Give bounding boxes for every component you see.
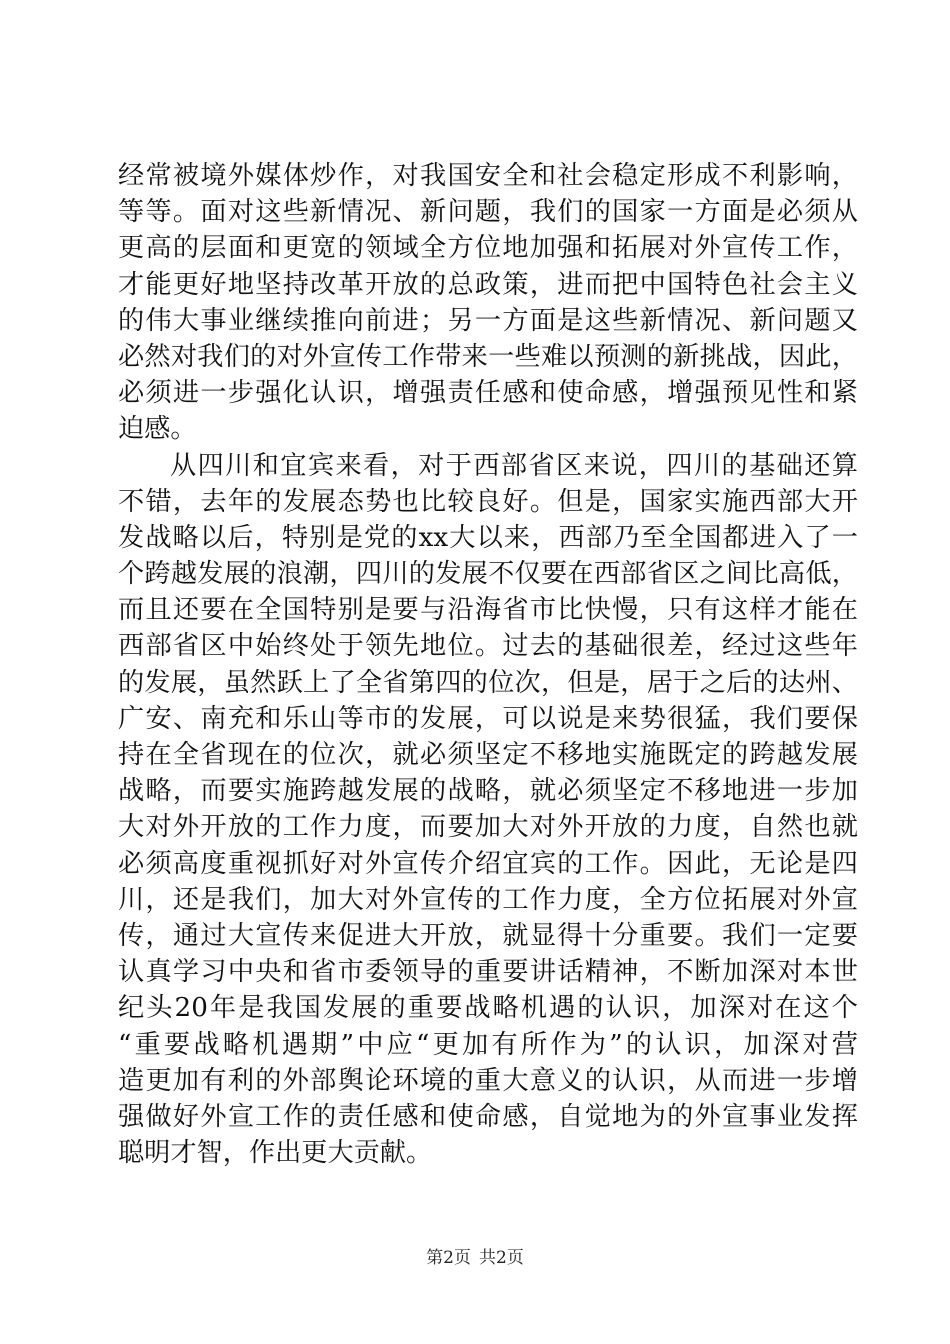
page-total: 共2页 bbox=[479, 1248, 524, 1268]
paragraph-line: 迫感。 bbox=[118, 414, 197, 445]
paragraph-line: 强做好外宣工作的责任感和使命感，自觉地为的外宣事业发挥 bbox=[118, 1101, 858, 1132]
paragraph-line: 聪明才智，作出更大贡献。 bbox=[118, 1138, 433, 1169]
paragraph-line: 川，还是我们，加大对外宣传的工作力度，全方位拓展对外宣 bbox=[118, 884, 858, 915]
paragraph-line: 必须进一步强化认识，增强责任感和使命感，增强预见性和紧 bbox=[118, 378, 858, 409]
paragraph-line: 不错，去年的发展态势也比较良好。但是，国家实施西部大开 bbox=[118, 486, 858, 517]
paragraph-line: 必然对我们的对外宣传工作带来一些难以预测的新挑战，因此， bbox=[118, 341, 858, 372]
paragraph-line: 战略，而要实施跨越发展的战略，就必须坚定不移地进一步加 bbox=[118, 776, 858, 807]
paragraph-line: 的发展，虽然跃上了全省第四的位次，但是，居于之后的达州、 bbox=[118, 667, 858, 698]
paragraph bbox=[118, 158, 858, 448]
paragraph-line: 必须高度重视抓好对外宣传介绍宜宾的工作。因此，无论是四 bbox=[118, 848, 858, 879]
document-body bbox=[118, 158, 858, 1171]
paragraph-line: 个跨越发展的浪潮，四川的发展不仅要在西部省区之间比高低， bbox=[118, 559, 858, 590]
page-footer bbox=[0, 1246, 950, 1270]
paragraph-line: 纪头20年是我国发展的重要战略机遇的认识，加深对在这个 bbox=[118, 993, 858, 1024]
paragraph-line: 广安、南充和乐山等市的发展，可以说是来势很猛，我们要保 bbox=[118, 703, 858, 734]
paragraph-line: 等等。面对这些新情况、新问题，我们的国家一方面是必须从 bbox=[118, 197, 858, 228]
paragraph-line: 更高的层面和更宽的领域全方位地加强和拓展对外宣传工作， bbox=[118, 233, 858, 264]
paragraph-line: 西部省区中始终处于领先地位。过去的基础很差，经过这些年 bbox=[118, 631, 858, 662]
paragraph-line: 的伟大事业继续推向前进；另一方面是这些新情况、新问题又 bbox=[118, 305, 858, 336]
paragraph-line: 大对外开放的工作力度，而要加大对外开放的力度，自然也就 bbox=[118, 812, 858, 843]
page-number: 第2页 bbox=[426, 1248, 471, 1268]
paragraph-line: 持在全省现在的位次，就必须坚定不移地实施既定的跨越发展 bbox=[118, 740, 858, 770]
paragraph-line: 认真学习中央和省市委领导的重要讲话精神，不断加深对本世 bbox=[118, 957, 858, 988]
paragraph-line: 而且还要在全国特别是要与沿海省市比快慢，只有这样才能在 bbox=[118, 595, 858, 626]
paragraph-line: 传，通过大宣传来促进大开放，就显得十分重要。我们一定要 bbox=[118, 920, 858, 951]
paragraph bbox=[118, 448, 858, 1172]
paragraph-line: 造更加有利的外部舆论环境的重大意义的认识，从而进一步增 bbox=[118, 1065, 858, 1096]
paragraph-line: 发战略以后，特别是党的xx大以来，西部乃至全国都进入了一 bbox=[118, 522, 858, 553]
paragraph-line: “重要战略机遇期”中应“更加有所作为”的认识，加深对营 bbox=[118, 1029, 858, 1060]
paragraph-line: 从四川和宜宾来看，对于西部省区来说，四川的基础还算 bbox=[170, 450, 858, 481]
paragraph-line: 才能更好地坚持改革开放的总政策，进而把中国特色社会主义 bbox=[118, 269, 858, 300]
paragraph-line: 经常被境外媒体炒作，对我国安全和社会稳定形成不利影响， bbox=[118, 161, 858, 191]
